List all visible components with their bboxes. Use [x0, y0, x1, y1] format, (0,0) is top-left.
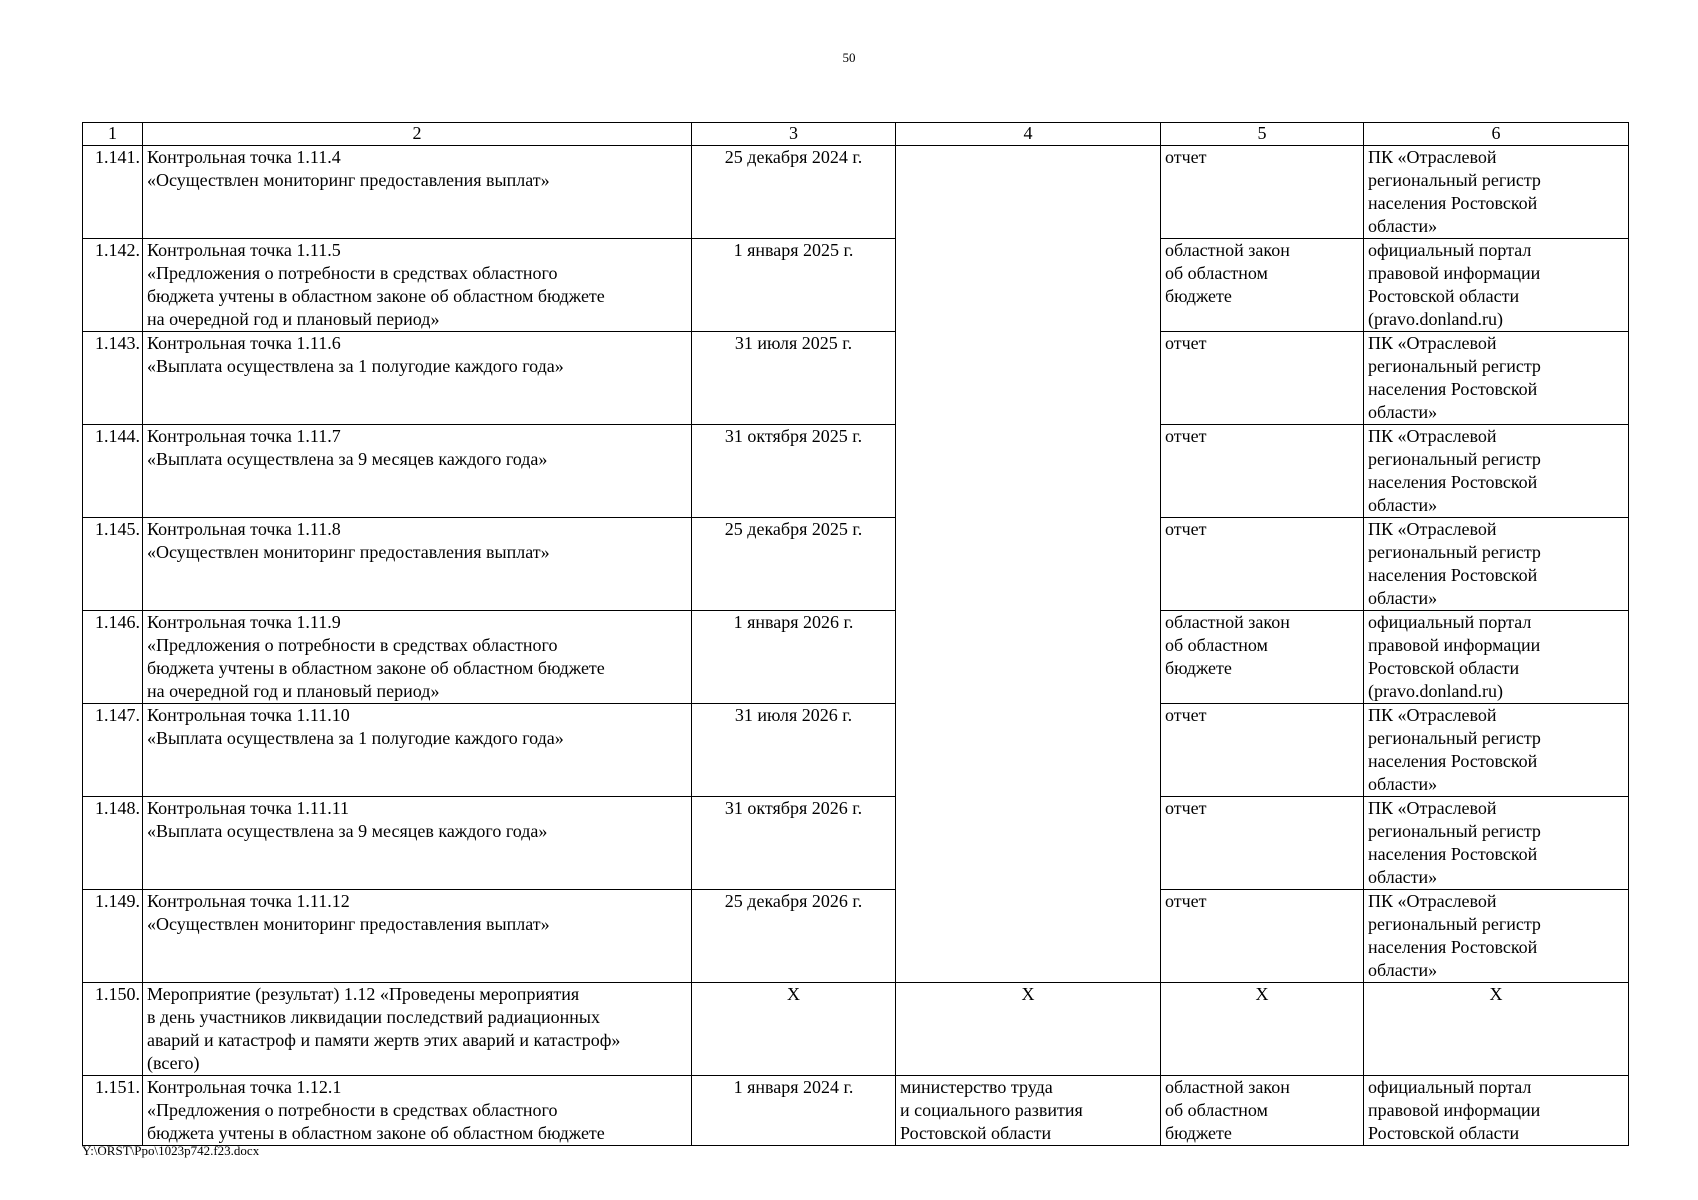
row-x-mark: Х [1364, 983, 1629, 1076]
row-source-line: населения Ростовской [1368, 565, 1538, 585]
row-description [143, 332, 692, 425]
row-document [1161, 1076, 1364, 1146]
row-source-line: ПК «Отраслевой [1368, 333, 1497, 353]
row-source [1364, 704, 1629, 797]
row-source-line: правовой информации [1368, 1100, 1541, 1120]
row-description [143, 704, 692, 797]
row-document [1161, 425, 1364, 518]
column-header-row [83, 123, 1629, 146]
row-document-line: областной закон [1165, 1077, 1290, 1097]
row-source-line: правовой информации [1368, 635, 1541, 655]
table-row [83, 518, 1629, 611]
row-document-line: отчет [1165, 426, 1207, 446]
table-row [83, 704, 1629, 797]
row-description-line: Контрольная точка 1.11.11 [147, 798, 350, 818]
row-source-line: Ростовской области [1368, 658, 1520, 678]
row-source [1364, 239, 1629, 332]
row-executor [896, 1076, 1161, 1146]
table-row-event [83, 983, 1629, 1076]
column-header-2: 2 [143, 123, 692, 146]
row-description-line: «Осуществлен мониторинг предоставления выплат» [147, 170, 550, 190]
row-source-line: населения Ростовской [1368, 379, 1538, 399]
row-number: 1.144. [83, 425, 143, 518]
row-source [1364, 797, 1629, 890]
row-description-line: «Выплата осуществлена за 9 месяцев каждого года» [147, 821, 548, 841]
row-source-line: ПК «Отраслевой [1368, 798, 1497, 818]
row-source-line: официальный портал [1368, 612, 1532, 632]
row-description-line: Мероприятие (результат) 1.12 «Проведены мероприятия [147, 984, 580, 1004]
row-executor-merged [896, 146, 1161, 983]
row-description [143, 797, 692, 890]
row-date: 31 июля 2026 г. [692, 704, 896, 797]
row-number: 1.150. [83, 983, 143, 1076]
row-description-line: Контрольная точка 1.11.6 [147, 333, 341, 353]
row-source-line: населения Ростовской [1368, 844, 1538, 864]
table-row [83, 1076, 1629, 1146]
row-source-line: области» [1368, 960, 1438, 980]
row-description-line: Контрольная точка 1.11.12 [147, 891, 350, 911]
row-x-mark: Х [692, 983, 896, 1076]
row-description-line: бюджета учтены в областном законе об областном бюджете [147, 286, 605, 306]
row-document [1161, 332, 1364, 425]
row-source-line: населения Ростовской [1368, 751, 1538, 771]
row-document-line: бюджете [1165, 658, 1232, 678]
row-source-line: региональный регистр [1368, 821, 1541, 841]
row-source-line: ПК «Отраслевой [1368, 519, 1497, 539]
row-source-line: (pravo.donland.ru) [1368, 681, 1503, 701]
row-description-line: аварий и катастроф и памяти жертв этих аварий и катастроф» [147, 1030, 621, 1050]
row-source-line: области» [1368, 495, 1438, 515]
row-source-line: области» [1368, 774, 1438, 794]
row-description [143, 983, 692, 1076]
table-row [83, 797, 1629, 890]
row-document-line: отчет [1165, 891, 1207, 911]
table-body [83, 123, 1629, 1146]
row-description-line: Контрольная точка 1.12.1 [147, 1077, 342, 1097]
table-row [83, 332, 1629, 425]
row-description-line: Контрольная точка 1.11.7 [147, 426, 341, 446]
row-description-line: «Предложения о потребности в средствах областного [147, 1100, 558, 1120]
column-header-3: 3 [692, 123, 896, 146]
footer-file-path: Y:\ORST\Ppo\1023p742.f23.docx [82, 1143, 260, 1158]
row-date: 31 октября 2025 г. [692, 425, 896, 518]
row-document-line: областной закон [1165, 240, 1290, 260]
row-document [1161, 518, 1364, 611]
row-source-line: населения Ростовской [1368, 193, 1538, 213]
row-source-line: ПК «Отраслевой [1368, 705, 1497, 725]
row-document-line: отчет [1165, 798, 1207, 818]
row-description-line: Контрольная точка 1.11.5 [147, 240, 341, 260]
page-number: 50 [842, 50, 856, 65]
plan-table [82, 122, 1629, 1146]
row-description [143, 1076, 692, 1146]
row-number: 1.145. [83, 518, 143, 611]
row-description [143, 239, 692, 332]
row-description-line: Контрольная точка 1.11.4 [147, 147, 341, 167]
row-source-line: (pravo.donland.ru) [1368, 309, 1503, 329]
row-number: 1.147. [83, 704, 143, 797]
row-document [1161, 890, 1364, 983]
row-description-line: Контрольная точка 1.11.10 [147, 705, 350, 725]
row-description [143, 611, 692, 704]
row-description-line: «Осуществлен мониторинг предоставления выплат» [147, 914, 550, 934]
column-header-4: 4 [896, 123, 1161, 146]
row-source-line: региональный регистр [1368, 728, 1541, 748]
row-description [143, 890, 692, 983]
row-document-line: областной закон [1165, 612, 1290, 632]
row-date: 25 декабря 2024 г. [692, 146, 896, 239]
row-source-line: региональный регистр [1368, 914, 1541, 934]
row-number: 1.149. [83, 890, 143, 983]
row-source [1364, 518, 1629, 611]
row-description-line: «Выплата осуществлена за 1 полугодие каждого года» [147, 356, 564, 376]
row-source-line: населения Ростовской [1368, 937, 1538, 957]
row-source-line: региональный регистр [1368, 356, 1541, 376]
row-source-line: региональный регистр [1368, 449, 1541, 469]
row-document-line: об областном [1165, 1100, 1268, 1120]
row-source-line: области» [1368, 402, 1438, 422]
row-source [1364, 332, 1629, 425]
row-document-line: бюджете [1165, 1123, 1232, 1143]
row-description-line: «Предложения о потребности в средствах областного [147, 263, 558, 283]
row-source-line: региональный регистр [1368, 542, 1541, 562]
table-row [83, 890, 1629, 983]
row-source-line: населения Ростовской [1368, 472, 1538, 492]
row-source-line: региональный регистр [1368, 170, 1541, 190]
row-description-line: Контрольная точка 1.11.9 [147, 612, 341, 632]
row-date: 31 октября 2026 г. [692, 797, 896, 890]
row-description [143, 146, 692, 239]
row-number: 1.151. [83, 1076, 143, 1146]
row-description-line: «Предложения о потребности в средствах областного [147, 635, 558, 655]
row-document-line: отчет [1165, 147, 1207, 167]
row-number: 1.141. [83, 146, 143, 239]
row-document [1161, 146, 1364, 239]
row-source-line: Ростовской области [1368, 1123, 1520, 1143]
row-description-line: на очередной год и плановый период» [147, 681, 440, 701]
row-description-line: Контрольная точка 1.11.8 [147, 519, 341, 539]
row-source-line: Ростовской области [1368, 286, 1520, 306]
row-document-line: бюджете [1165, 286, 1232, 306]
row-number: 1.148. [83, 797, 143, 890]
row-x-mark: Х [1161, 983, 1364, 1076]
row-executor-line: и социального развития [900, 1100, 1083, 1120]
row-description-line: бюджета учтены в областном законе об областном бюджете [147, 658, 605, 678]
table-row [83, 611, 1629, 704]
column-header-5: 5 [1161, 123, 1364, 146]
table-row [83, 239, 1629, 332]
row-date: 1 января 2025 г. [692, 239, 896, 332]
row-source-line: официальный портал [1368, 1077, 1532, 1097]
row-document [1161, 611, 1364, 704]
row-document [1161, 797, 1364, 890]
row-document-line: об областном [1165, 263, 1268, 283]
row-document-line: отчет [1165, 333, 1207, 353]
row-date: 25 декабря 2025 г. [692, 518, 896, 611]
table-row [83, 425, 1629, 518]
row-source [1364, 146, 1629, 239]
row-date: 31 июля 2025 г. [692, 332, 896, 425]
row-source-line: ПК «Отраслевой [1368, 147, 1497, 167]
row-source-line: области» [1368, 588, 1438, 608]
row-number: 1.143. [83, 332, 143, 425]
row-description-line: «Выплата осуществлена за 1 полугодие каждого года» [147, 728, 564, 748]
row-source-line: области» [1368, 867, 1438, 887]
row-document-line: об областном [1165, 635, 1268, 655]
row-description-line: в день участников ликвидации последствий радиационных [147, 1007, 600, 1027]
column-header-6: 6 [1364, 123, 1629, 146]
row-source [1364, 425, 1629, 518]
row-document [1161, 239, 1364, 332]
row-description-line: «Выплата осуществлена за 9 месяцев каждого года» [147, 449, 548, 469]
table-row [83, 146, 1629, 239]
row-date: 25 декабря 2026 г. [692, 890, 896, 983]
row-source-line: области» [1368, 216, 1438, 236]
row-date: 1 января 2024 г. [692, 1076, 896, 1146]
row-source-line: официальный портал [1368, 240, 1532, 260]
row-executor-line: Ростовской области [900, 1123, 1052, 1143]
row-number: 1.146. [83, 611, 143, 704]
row-description-line: «Осуществлен мониторинг предоставления выплат» [147, 542, 550, 562]
row-description-line: бюджета учтены в областном законе об областном бюджете [147, 1123, 605, 1143]
row-date: 1 января 2026 г. [692, 611, 896, 704]
row-source-line: ПК «Отраслевой [1368, 891, 1497, 911]
row-description [143, 425, 692, 518]
row-description-line: (всего) [147, 1053, 200, 1073]
row-number: 1.142. [83, 239, 143, 332]
row-document-line: отчет [1165, 705, 1207, 725]
row-x-mark: Х [896, 983, 1161, 1076]
row-description-line: на очередной год и плановый период» [147, 309, 440, 329]
row-source-line: ПК «Отраслевой [1368, 426, 1497, 446]
row-source [1364, 1076, 1629, 1146]
column-header-1: 1 [83, 123, 143, 146]
row-source [1364, 890, 1629, 983]
row-source [1364, 611, 1629, 704]
row-document-line: отчет [1165, 519, 1207, 539]
row-executor-line: министерство труда [900, 1077, 1053, 1097]
row-document [1161, 704, 1364, 797]
row-source-line: правовой информации [1368, 263, 1541, 283]
row-description [143, 518, 692, 611]
